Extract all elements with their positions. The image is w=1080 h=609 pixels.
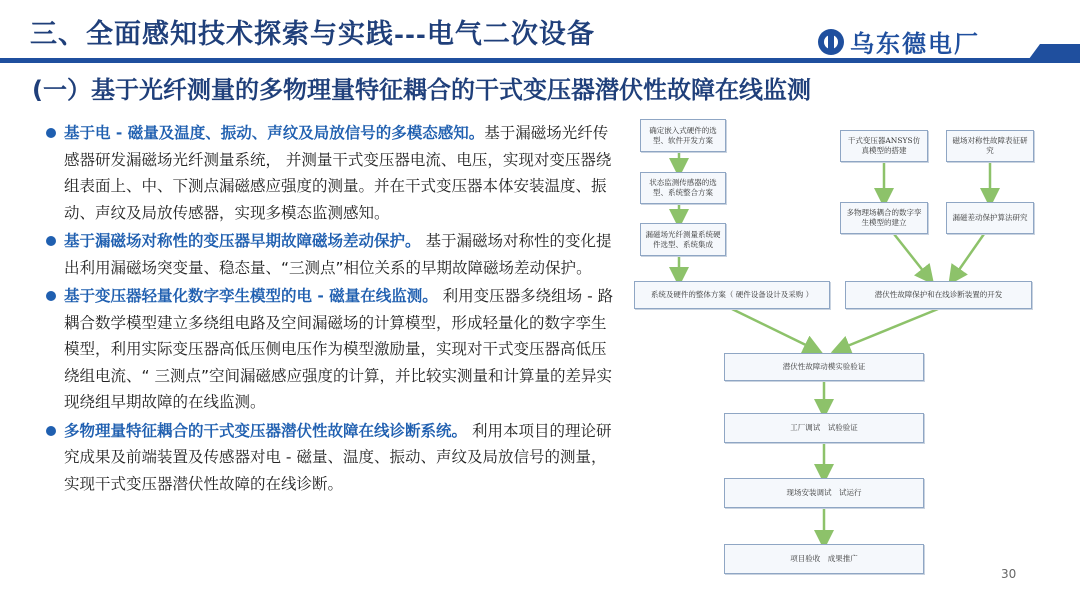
bullet-body: 利用变压器多绕组场 - 路耦合数学模型建立多绕组电路及空间漏磁场的计算模型，形成轻量化的数字孪生模型，利用实际变压器高低压侧电压作为模型激励量，实现对干式变压器高低压绕组电流、“ 三测点”空间漏磁感应强度的计算，并比较实测量和计算量的差异实现绕组早期故障的在线监测。 <box>64 287 614 411</box>
bullet-heading: 基于变压器轻量化数字孪生模型的电 - 磁量在线监测。 <box>64 287 438 305</box>
title-main: 三、全面感知技术探索与实践 <box>30 19 394 50</box>
bullet-heading: 多物理量特征耦合的干式变压器潜伏性故障在线诊断系统。 <box>64 421 468 440</box>
title-dash: --- <box>394 21 427 49</box>
flow-node-digital-twin: 多物理场耦合的数字孪生模型的建立 <box>840 202 928 234</box>
bullet-dot-icon <box>46 291 56 301</box>
bullet-item <box>46 418 620 498</box>
bullet-body: 基于漏磁场光纤传感器研发漏磁场光纤测量系统， 并测量干式变压器电流、电压，实现对变压器绕组表面上、中、下测点漏磁感应强度的测量。并在干式变压器本体安装温度、振动、声纹及局放传感器，实现多模态监测感知。 <box>64 124 612 222</box>
arrow-n7-n9 <box>954 234 984 277</box>
bullet-item <box>46 283 620 416</box>
flow-node-overall-plan: 系统及硬件的整体方案（ 硬件设备设计及采购 ） <box>634 281 830 309</box>
arrow-n9-n10 <box>840 309 938 349</box>
slide-title <box>30 12 595 51</box>
flow-node-ansys-model: 干式变压器ANSYS仿真模型的搭建 <box>840 130 928 162</box>
bullet-list <box>46 120 620 499</box>
bullet-dot-icon <box>46 426 56 436</box>
logo-text: 乌东德电厂 <box>850 30 980 58</box>
bullet-heading: 基于电 - 磁量及温度、振动、声纹及局放信号的多模态感知。 <box>64 124 485 142</box>
bullet-body: 基于漏磁场对称性的变化提出利用漏磁场突变量、稳态量、“三测点”相位关系的早期故障磁场差动保护。 <box>64 232 612 277</box>
bullet-heading: 基于漏磁场对称性的变压器早期故障磁场差动保护。 <box>64 232 421 250</box>
section-subtitle: (一）基于光纤测量的多物理量特征耦合的干式变压器潜伏性故障在线监测 <box>32 76 811 104</box>
flow-node-differential-protection: 漏磁差动保护算法研究 <box>946 202 1034 234</box>
page-number: 30 <box>1001 567 1017 581</box>
power-plant-logo-icon <box>818 29 844 55</box>
flow-node-sensor-selection: 状态监测传感器的选型、系统整合方案 <box>640 172 726 204</box>
flow-node-site-commissioning: 现场安装调试 试运行 <box>724 478 924 508</box>
bullet-dot-icon <box>46 236 56 246</box>
bullet-dot-icon <box>46 128 56 138</box>
title-tail: 电气二次设备 <box>426 19 595 50</box>
process-flowchart <box>632 113 1062 583</box>
bullet-body: 利用本项目的理论研究成果及前端装置及传感器对电 - 磁量、温度、振动、声纹及局放信号的测量，实现干式变压器潜伏性故障的在线诊断。 <box>64 421 612 493</box>
flow-node-dynamic-test: 潜伏性故障动模实验验证 <box>724 353 924 381</box>
bullet-item <box>46 228 620 281</box>
header-divider-accent <box>1040 44 1080 63</box>
company-logo <box>818 24 980 59</box>
arrow-n6-n9 <box>894 234 928 277</box>
flow-node-hardware-selection: 确定嵌入式硬件的选型、软件开发方案 <box>640 119 726 152</box>
bullet-item <box>46 120 620 226</box>
arrow-n8-n10 <box>732 309 814 349</box>
flow-node-device-development: 潜伏性故障保护和在线诊断装置的开发 <box>845 281 1032 309</box>
flow-node-acceptance: 项目验收 成果推广 <box>724 544 924 574</box>
flow-node-symmetry-research: 磁场对称性故障表征研究 <box>946 130 1034 162</box>
flow-node-factory-test: 工厂调试 试验验证 <box>724 413 924 443</box>
header-divider <box>0 58 1040 63</box>
flow-node-fiber-system: 漏磁场光纤测量系统硬件选型、系统集成 <box>640 223 726 256</box>
